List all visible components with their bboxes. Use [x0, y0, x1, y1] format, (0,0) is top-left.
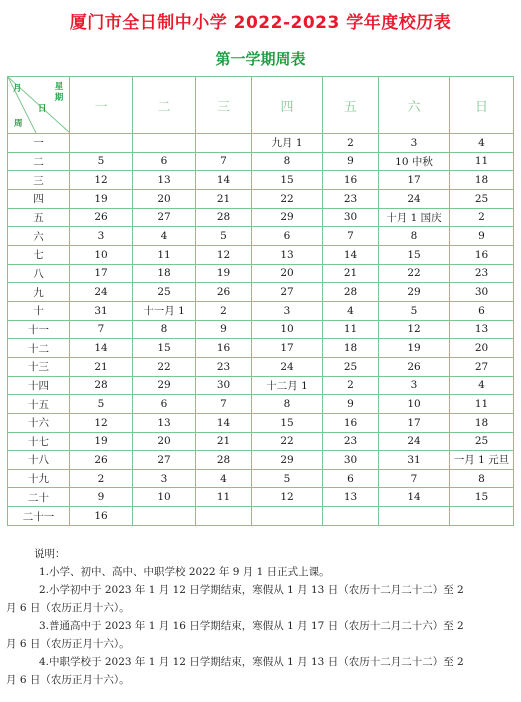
day-cell: 30 — [323, 451, 379, 470]
week-number-cell: 十二 — [8, 339, 70, 358]
day-cell: 2 — [323, 134, 379, 153]
day-cell: 27 — [133, 208, 196, 227]
day-cell: 30 — [323, 208, 379, 227]
day-cell: 22 — [133, 357, 196, 376]
week-number-cell: 十五 — [8, 395, 70, 414]
day-cell: 17 — [252, 339, 323, 358]
corner-week-label: 周 — [14, 119, 23, 129]
day-cell: 18 — [323, 339, 379, 358]
week-number-cell: 十八 — [8, 451, 70, 470]
day-cell: 23 — [196, 357, 252, 376]
day-cell: 17 — [379, 413, 450, 432]
day-cell: 10 — [133, 488, 196, 507]
day-cell: 5 — [379, 301, 450, 320]
week-number-cell: 十 — [8, 301, 70, 320]
note-line: 月 6 日（农历正月十六）。 — [6, 602, 130, 614]
day-cell: 4 — [133, 227, 196, 246]
day-cell: 16 — [196, 339, 252, 358]
week-row — [8, 451, 514, 470]
week-row — [8, 283, 514, 302]
week-number-cell: 九 — [8, 283, 70, 302]
day-cell: 7 — [196, 395, 252, 414]
week-row — [8, 357, 514, 376]
day-cell: 27 — [133, 451, 196, 470]
day-cell: 12 — [70, 413, 133, 432]
day-cell: 13 — [323, 488, 379, 507]
day-cell: 28 — [323, 283, 379, 302]
day-cell: 10 — [379, 395, 450, 414]
day-cell: 4 — [450, 134, 514, 153]
week-row — [8, 488, 514, 507]
header-wed: 三 — [196, 77, 252, 134]
week-row — [8, 395, 514, 414]
corner-month-label: 月 — [13, 84, 22, 94]
day-cell: 九月 1 — [252, 134, 323, 153]
day-cell: 29 — [252, 208, 323, 227]
day-cell: 26 — [70, 208, 133, 227]
day-cell: 19 — [70, 189, 133, 208]
day-cell: 23 — [323, 189, 379, 208]
day-cell: 24 — [379, 189, 450, 208]
header-sun: 日 — [450, 77, 514, 134]
day-cell — [196, 507, 252, 526]
note-line: 4.中职学校于 2023 年 1 月 12 日学期结束，寒假从 1 月 13 日（农历十二月二十二）至 2 — [39, 656, 464, 668]
day-cell: 26 — [70, 451, 133, 470]
day-cell: 16 — [323, 171, 379, 190]
day-cell: 2 — [323, 376, 379, 395]
day-cell: 28 — [70, 376, 133, 395]
week-number-cell: 二十一 — [8, 507, 70, 526]
day-cell: 29 — [379, 283, 450, 302]
day-cell: 16 — [70, 507, 133, 526]
day-cell: 12 — [70, 171, 133, 190]
day-cell: 7 — [196, 152, 252, 171]
day-cell: 13 — [133, 171, 196, 190]
day-cell — [133, 507, 196, 526]
week-number-cell: 二 — [8, 152, 70, 171]
day-cell: 15 — [252, 413, 323, 432]
header-thu: 四 — [252, 77, 323, 134]
day-cell: 14 — [70, 339, 133, 358]
day-cell: 4 — [196, 469, 252, 488]
day-cell: 7 — [70, 320, 133, 339]
week-number-cell: 十三 — [8, 357, 70, 376]
day-cell: 6 — [133, 395, 196, 414]
day-cell: 10 — [252, 320, 323, 339]
day-cell: 19 — [379, 339, 450, 358]
week-number-cell: 十六 — [8, 413, 70, 432]
day-cell: 15 — [252, 171, 323, 190]
week-number-cell: 四 — [8, 189, 70, 208]
day-cell: 15 — [379, 245, 450, 264]
day-cell: 21 — [323, 264, 379, 283]
week-number-cell: 五 — [8, 208, 70, 227]
day-cell: 26 — [379, 357, 450, 376]
week-number-cell: 三 — [8, 171, 70, 190]
week-row — [8, 245, 514, 264]
day-cell: 12 — [252, 488, 323, 507]
day-cell: 27 — [252, 283, 323, 302]
day-cell: 22 — [252, 432, 323, 451]
day-cell: 20 — [252, 264, 323, 283]
day-cell: 19 — [70, 432, 133, 451]
day-cell: 11 — [133, 245, 196, 264]
day-cell: 6 — [323, 469, 379, 488]
day-cell: 21 — [196, 432, 252, 451]
day-cell: 14 — [196, 171, 252, 190]
day-cell — [323, 507, 379, 526]
week-number-cell: 十七 — [8, 432, 70, 451]
day-cell: 2 — [450, 208, 514, 227]
day-cell — [379, 507, 450, 526]
day-cell: 21 — [196, 189, 252, 208]
week-row — [8, 339, 514, 358]
day-cell: 2 — [70, 469, 133, 488]
day-cell: 8 — [450, 469, 514, 488]
week-row — [8, 413, 514, 432]
day-cell: 15 — [133, 339, 196, 358]
week-row — [8, 264, 514, 283]
day-cell: 30 — [450, 283, 514, 302]
day-cell: 15 — [450, 488, 514, 507]
day-cell: 24 — [379, 432, 450, 451]
corner-weekday-label: 星期 — [54, 82, 64, 103]
day-cell: 25 — [450, 432, 514, 451]
day-cell: 6 — [252, 227, 323, 246]
day-cell: 10 中秋 — [379, 152, 450, 171]
week-number-cell: 七 — [8, 245, 70, 264]
day-cell: 4 — [450, 376, 514, 395]
calendar-body — [8, 134, 514, 526]
corner-day-label: 日 — [38, 104, 47, 114]
day-cell: 12 — [196, 245, 252, 264]
day-cell: 11 — [450, 152, 514, 171]
day-cell: 3 — [133, 469, 196, 488]
week-number-cell: 六 — [8, 227, 70, 246]
week-row — [8, 301, 514, 320]
note-line: 3.普通高中于 2023 年 1 月 16 日学期结束，寒假从 1 月 17 日（农历十二月二十六）至 2 — [39, 620, 464, 632]
week-row — [8, 189, 514, 208]
day-cell: 5 — [252, 469, 323, 488]
day-cell: 8 — [133, 320, 196, 339]
table-subtitle: 第一学期周表 — [215, 50, 306, 68]
day-cell: 13 — [252, 245, 323, 264]
notes-section — [6, 545, 508, 689]
week-number-cell: 十一 — [8, 320, 70, 339]
header-row — [8, 77, 514, 134]
day-cell: 23 — [323, 432, 379, 451]
note-line: 1.小学、初中、高中、中职学校 2022 年 9 月 1 日正式上课。 — [39, 566, 330, 578]
day-cell: 25 — [323, 357, 379, 376]
day-cell: 11 — [196, 488, 252, 507]
week-row — [8, 469, 514, 488]
day-cell: 11 — [323, 320, 379, 339]
day-cell: 6 — [450, 301, 514, 320]
day-cell: 十二月 1 — [252, 376, 323, 395]
week-row — [8, 208, 514, 227]
day-cell: 31 — [379, 451, 450, 470]
day-cell: 7 — [379, 469, 450, 488]
day-cell — [450, 507, 514, 526]
day-cell: 2 — [196, 301, 252, 320]
day-cell: 17 — [379, 171, 450, 190]
day-cell: 20 — [133, 432, 196, 451]
header-mon: 一 — [70, 77, 133, 134]
day-cell: 20 — [133, 189, 196, 208]
day-cell: 10 — [70, 245, 133, 264]
day-cell: 14 — [379, 488, 450, 507]
week-number-cell: 二十 — [8, 488, 70, 507]
day-cell: 9 — [70, 488, 133, 507]
header-fri: 五 — [323, 77, 379, 134]
day-cell: 一月 1 元旦 — [450, 451, 514, 470]
notes-heading: 说明： — [34, 548, 66, 560]
note-line: 2.小学初中于 2023 年 1 月 12 日学期结束，寒假从 1 月 13 日（农历十二月二十二）至 2 — [39, 584, 464, 596]
calendar-table — [7, 76, 514, 526]
day-cell: 3 — [252, 301, 323, 320]
day-cell: 3 — [379, 376, 450, 395]
week-row — [8, 376, 514, 395]
week-row — [8, 171, 514, 190]
day-cell: 23 — [450, 264, 514, 283]
day-cell: 24 — [70, 283, 133, 302]
day-cell: 9 — [323, 152, 379, 171]
day-cell: 22 — [252, 189, 323, 208]
week-row — [8, 134, 514, 153]
day-cell: 11 — [450, 395, 514, 414]
day-cell: 29 — [133, 376, 196, 395]
day-cell: 16 — [450, 245, 514, 264]
day-cell: 29 — [252, 451, 323, 470]
day-cell: 21 — [70, 357, 133, 376]
header-sat: 六 — [379, 77, 450, 134]
day-cell — [252, 507, 323, 526]
day-cell: 14 — [323, 245, 379, 264]
week-number-cell: 十九 — [8, 469, 70, 488]
day-cell: 18 — [133, 264, 196, 283]
day-cell: 28 — [196, 208, 252, 227]
day-cell: 9 — [323, 395, 379, 414]
day-cell — [70, 134, 133, 153]
week-number-cell: 八 — [8, 264, 70, 283]
day-cell: 5 — [196, 227, 252, 246]
day-cell: 十一月 1 — [133, 301, 196, 320]
day-cell: 8 — [252, 152, 323, 171]
note-line: 月 6 日（农历正月十六）。 — [6, 638, 130, 650]
week-row — [8, 432, 514, 451]
day-cell: 27 — [450, 357, 514, 376]
day-cell: 4 — [323, 301, 379, 320]
day-cell: 7 — [323, 227, 379, 246]
week-row — [8, 227, 514, 246]
page-title: 厦门市全日制中小学 2022-2023 学年度校历表 — [69, 13, 452, 33]
day-cell: 17 — [70, 264, 133, 283]
day-cell: 9 — [450, 227, 514, 246]
day-cell: 14 — [196, 413, 252, 432]
week-row — [8, 152, 514, 171]
day-cell: 16 — [323, 413, 379, 432]
day-cell: 12 — [379, 320, 450, 339]
day-cell: 28 — [196, 451, 252, 470]
day-cell: 6 — [133, 152, 196, 171]
note-line: 月 6 日（农历正月十六）。 — [6, 674, 130, 686]
day-cell: 8 — [252, 395, 323, 414]
day-cell: 5 — [70, 395, 133, 414]
day-cell — [196, 134, 252, 153]
day-cell: 31 — [70, 301, 133, 320]
day-cell: 18 — [450, 171, 514, 190]
day-cell — [133, 134, 196, 153]
day-cell: 18 — [450, 413, 514, 432]
day-cell: 5 — [70, 152, 133, 171]
day-cell: 13 — [133, 413, 196, 432]
day-cell: 3 — [379, 134, 450, 153]
header-tue: 二 — [133, 77, 196, 134]
day-cell: 13 — [450, 320, 514, 339]
day-cell: 24 — [252, 357, 323, 376]
day-cell: 十月 1 国庆 — [379, 208, 450, 227]
day-cell: 20 — [450, 339, 514, 358]
week-number-cell: 十四 — [8, 376, 70, 395]
week-row — [8, 507, 514, 526]
day-cell: 8 — [379, 227, 450, 246]
day-cell: 30 — [196, 376, 252, 395]
week-number-cell: 一 — [8, 134, 70, 153]
day-cell: 9 — [196, 320, 252, 339]
corner-cell — [8, 77, 70, 134]
day-cell: 26 — [196, 283, 252, 302]
day-cell: 25 — [133, 283, 196, 302]
day-cell: 19 — [196, 264, 252, 283]
day-cell: 25 — [450, 189, 514, 208]
day-cell: 3 — [70, 227, 133, 246]
day-cell: 22 — [379, 264, 450, 283]
week-row — [8, 320, 514, 339]
